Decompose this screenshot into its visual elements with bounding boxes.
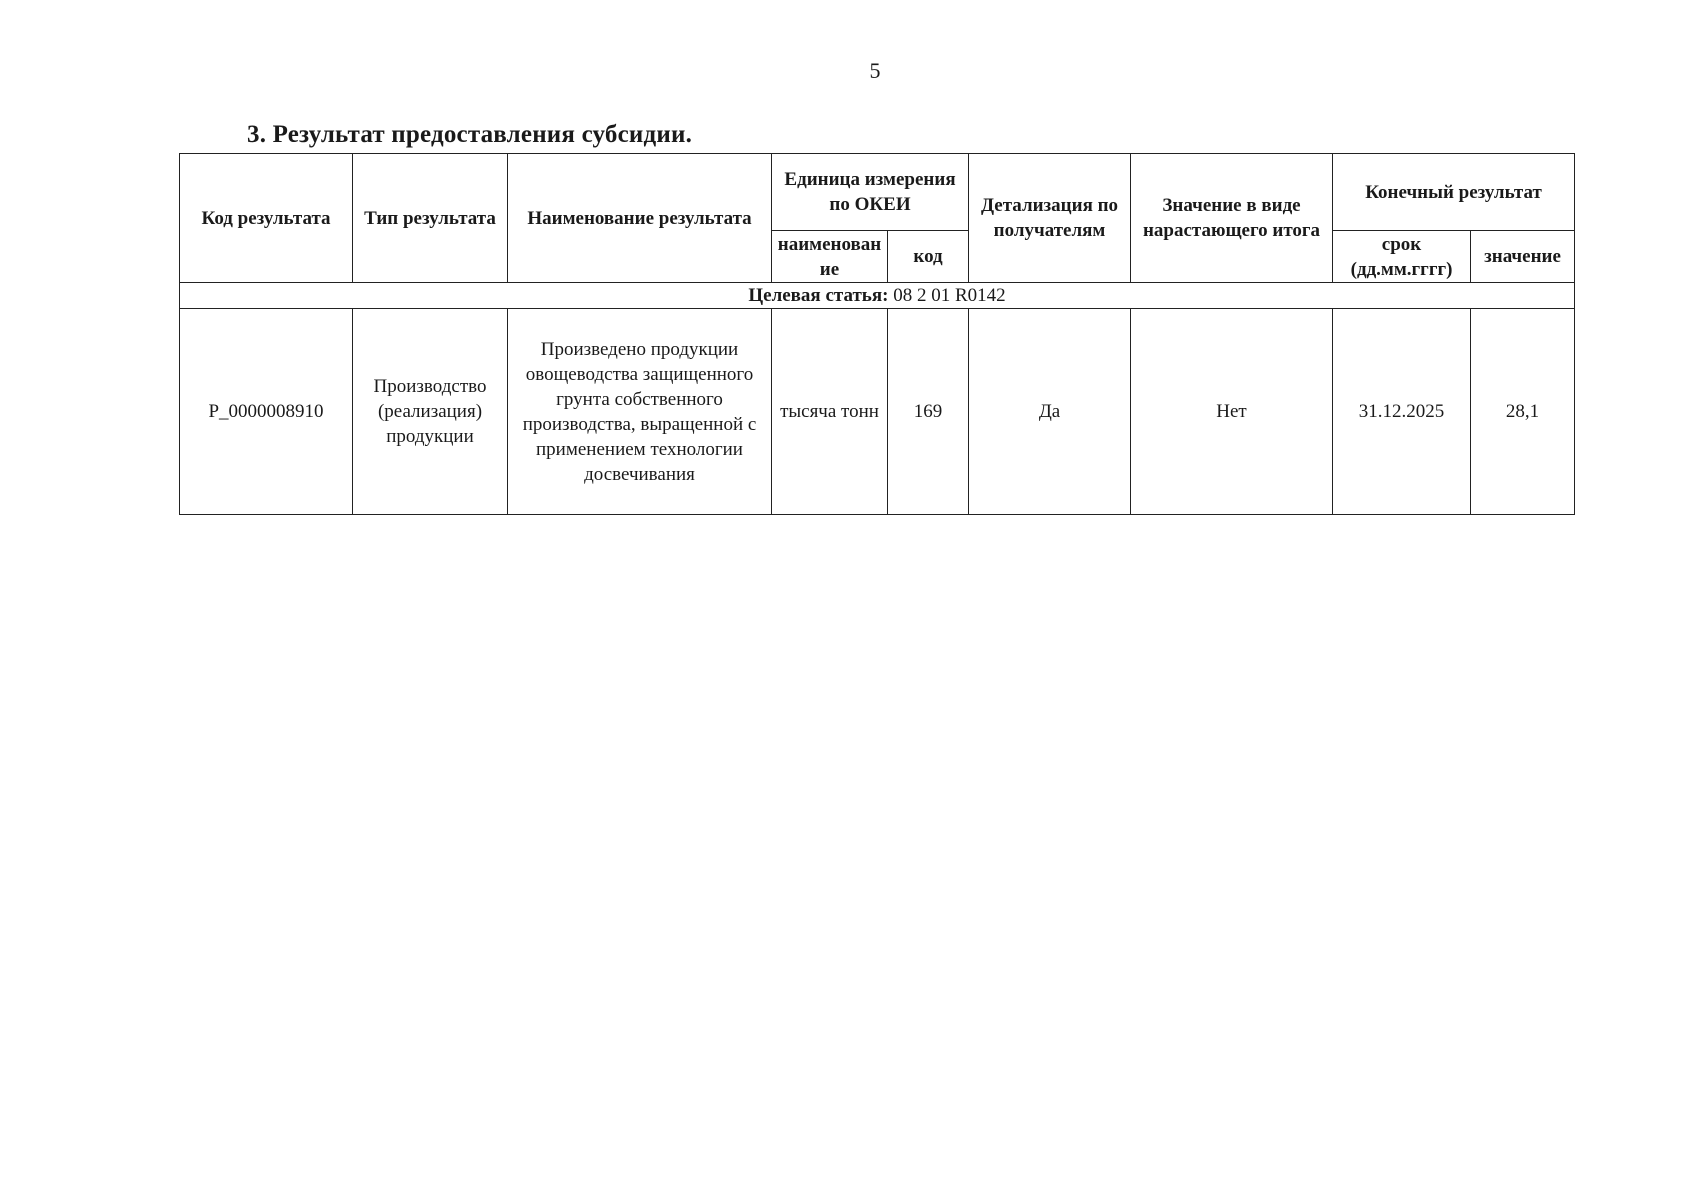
cell-detailing: Да bbox=[969, 309, 1131, 515]
target-article-row bbox=[180, 283, 1575, 309]
header-unit-group: Единица измерения по ОКЕИ bbox=[772, 154, 969, 231]
cell-unit-name: тысяча тонн bbox=[772, 309, 888, 515]
target-article-value: 08 2 01 R0142 bbox=[893, 285, 1006, 306]
header-detailing: Детализация по получателям bbox=[969, 154, 1131, 283]
header-unit-name: наименование bbox=[772, 231, 888, 283]
header-row-top bbox=[180, 154, 1575, 231]
target-article-label: Целевая статья: bbox=[748, 285, 889, 306]
target-article-cell bbox=[180, 283, 1575, 309]
cell-type: Производство (реализация) продукции bbox=[353, 309, 508, 515]
cell-unit-code: 169 bbox=[888, 309, 969, 515]
cell-term: 31.12.2025 bbox=[1333, 309, 1471, 515]
header-final-value: значение bbox=[1471, 231, 1575, 283]
header-unit-code: код bbox=[888, 231, 969, 283]
header-type: Тип результата bbox=[353, 154, 508, 283]
cell-value: 28,1 bbox=[1471, 309, 1575, 515]
header-final-group: Конечный результат bbox=[1333, 154, 1575, 231]
header-name: Наименование результата bbox=[508, 154, 772, 283]
cell-code: P_0000008910 bbox=[180, 309, 353, 515]
table-row bbox=[180, 309, 1575, 515]
header-final-term: срок (дд.мм.гггг) bbox=[1333, 231, 1471, 283]
cell-name: Произведено продукции овощеводства защищенного грунта собственного производства, выращенной с применением технологии досвечивания bbox=[508, 309, 772, 515]
results-table bbox=[179, 153, 1575, 515]
header-cumulative: Значение в виде нарастающего итога bbox=[1131, 154, 1333, 283]
section-title: 3. Результат предоставления субсидии. bbox=[247, 121, 693, 148]
page-number: 5 bbox=[869, 58, 881, 83]
header-code: Код результата bbox=[180, 154, 353, 283]
cell-cumulative: Нет bbox=[1131, 309, 1333, 515]
